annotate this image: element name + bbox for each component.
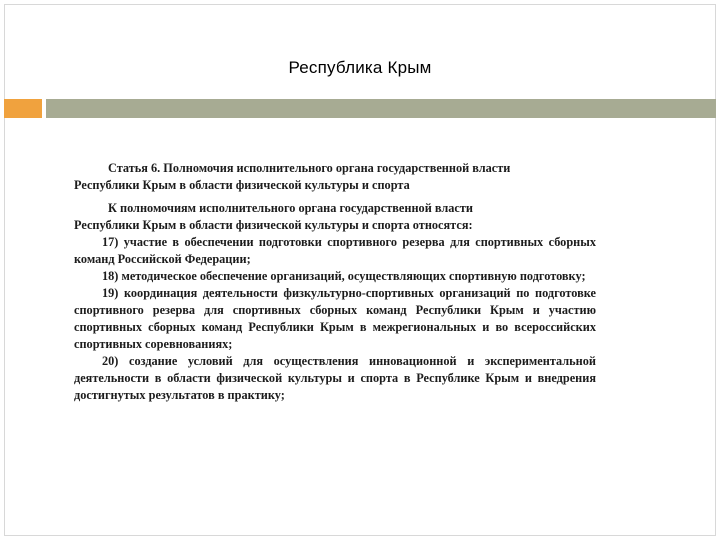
scanned-document (74, 160, 596, 442)
slide-title: Республика Крым (288, 58, 432, 77)
list-item-20: 20) создание условий для осуществления инновационной и экспериментальной деятельности в области физической культуры и спорта в Республике Крым и внедрения достигнутых результатов в практику; (74, 354, 596, 402)
accent-bar-olive (46, 99, 716, 118)
intro-line1: К полномочиям исполнительного органа государственной власти (108, 201, 473, 215)
article-heading-line2: Республики Крым в области физической культуры и спорта (74, 178, 410, 192)
list-item-17: 17) участие в обеспечении подготовки спортивного резерва для спортивных сборных команд Российской Федерации; (74, 235, 596, 266)
intro-line2: Республики Крым в области физической культуры и спорта относятся: (74, 218, 473, 232)
list-item-18: 18) методическое обеспечение организаций, осуществляющих спортивную подготовку; (102, 269, 586, 283)
list-item-19: 19) координация деятельности физкультурно-спортивных организаций по подготовке спортивного резерва для спортивных сборных команд Республики Крым и участию спортивных сборных команд Республики Крым в межрегиональных и во всероссийских спортивных соревнованиях; (74, 286, 596, 351)
article-heading-line1: Статья 6. Полномочия исполнительного органа государственной власти (108, 161, 511, 175)
accent-bar-orange (4, 99, 42, 118)
